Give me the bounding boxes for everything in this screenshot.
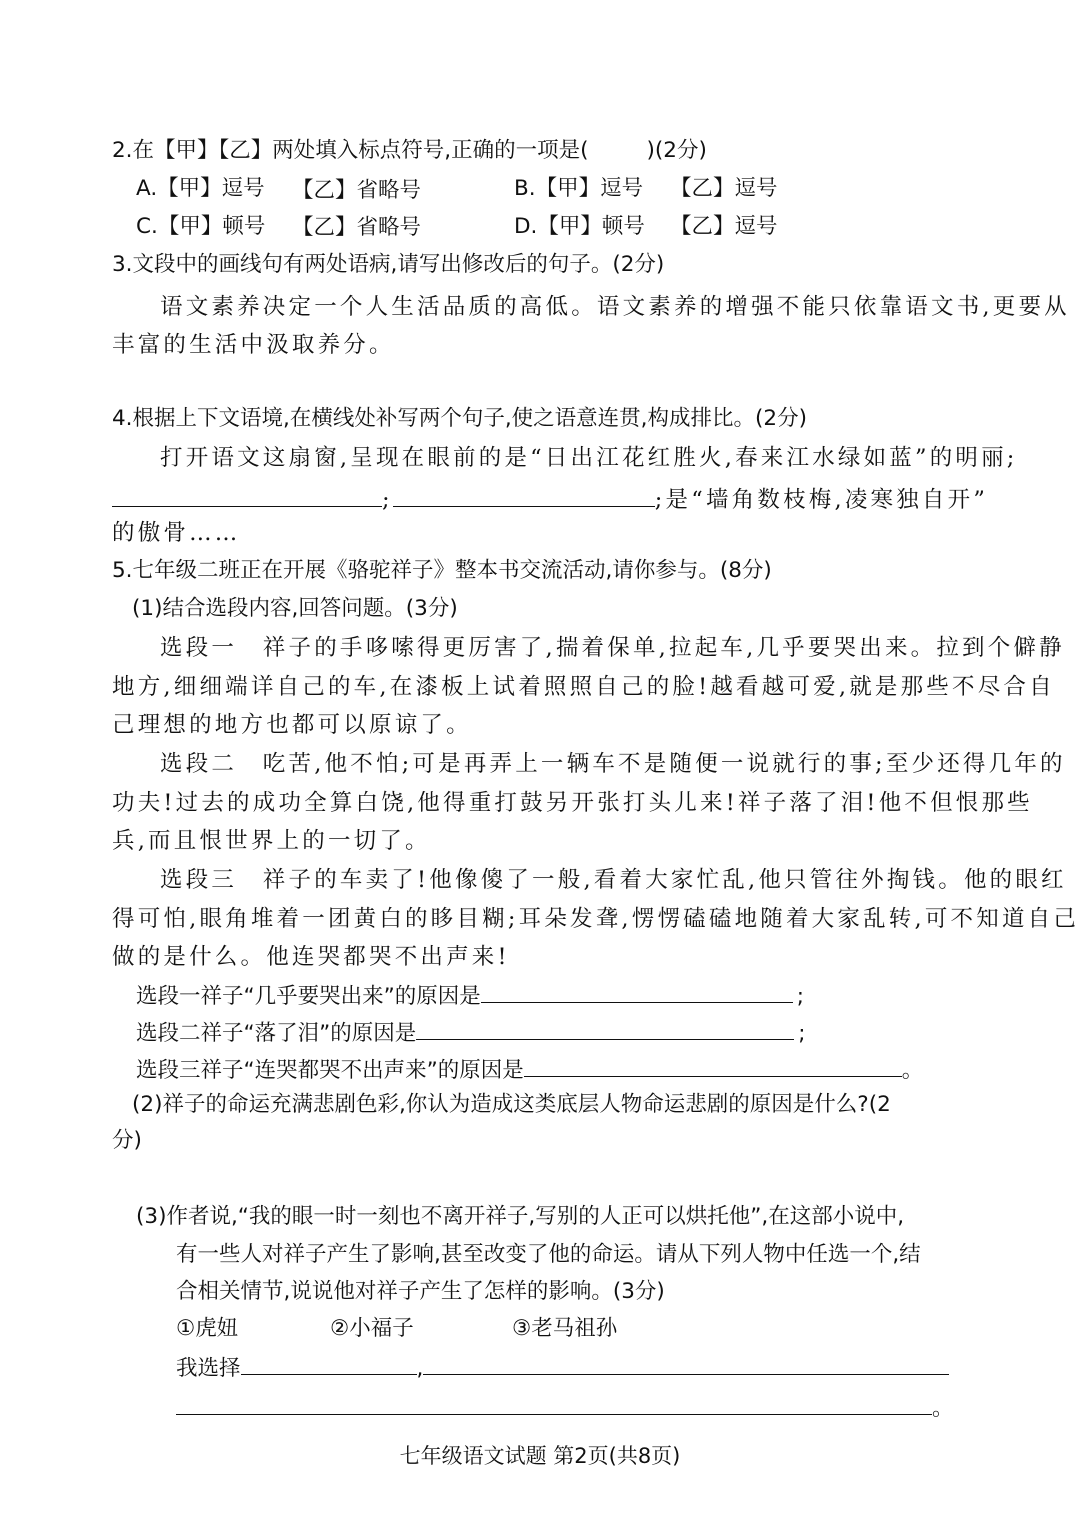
q4-fill-line [112, 484, 988, 515]
q5-answer-line-2 [176, 1392, 954, 1424]
q2-option-d-value: 【乙】逗号 [670, 214, 778, 239]
q5-fill-2-end: ; [798, 1021, 806, 1046]
q5-answer-end: 。 [932, 1396, 954, 1421]
segment-1-line-3: 己理想的地方也都可以原谅了。 [112, 712, 472, 738]
q5-select-line [176, 1352, 949, 1384]
q5-sub2-line-1: (2)祥子的命运充满悲剧色彩,你认为造成这类底层人物命运悲剧的原因是什么?(2 [132, 1092, 891, 1117]
q4-tail-text: ;是“墙角数枝梅,凌寒独自开” [654, 487, 989, 513]
segment-1-line-1: 选段一 祥子的手哆嗦得更厉害了,揣着保单,拉起车,几乎要哭出来。拉到个僻静 [160, 635, 1065, 661]
q4-text-line-1: 打开语文这扇窗,呈现在眼前的是“日出江花红胜火,春来江水绿如蓝”的明丽; [160, 445, 1018, 471]
q5-sub3-line-3: 合相关情节,说说他对祥子产生了怎样的影响。(3分) [176, 1279, 665, 1304]
segment-1-line-2: 地方,细细端详自己的车,在漆板上试着照照自己的脸!越看越可爱,就是那些不尽合自 [112, 674, 1055, 700]
q2-stem-text: 2.在【甲】【乙】两处填入标点符号,正确的一项是( [112, 138, 589, 163]
q5-fill-2-blank[interactable] [416, 1017, 794, 1040]
segment-2-line-3: 兵,而且恨世界上的一切了。 [112, 828, 431, 854]
q2-option-b-value: 【乙】逗号 [670, 176, 778, 201]
q2-option-c-value: 【乙】省略号 [292, 215, 422, 240]
q5-answer-blank-1[interactable] [423, 1352, 949, 1375]
segment-3-line-3: 做的是什么。他连哭都哭不出声来! [112, 944, 510, 970]
q5-fill-3-end: 。 [901, 1058, 924, 1083]
q5-fill-1-end: ; [796, 984, 805, 1009]
q5-fill-2 [136, 1017, 806, 1049]
q5-sub1-stem: (1)结合选段内容,回答问题。(3分) [132, 596, 458, 621]
q5-fill-2-text: 选段二祥子“落了泪”的原因是 [136, 1021, 417, 1046]
q4-separator: ; [382, 487, 393, 513]
q5-choice-1: ①虎妞 [176, 1316, 239, 1341]
q5-choice-2: ②小福子 [330, 1316, 414, 1341]
q4-blank-2[interactable] [393, 484, 655, 507]
q2-stem [112, 136, 707, 166]
q5-select-label: 我选择 [176, 1356, 241, 1381]
q4-text-line-3: 的傲骨…… [112, 520, 241, 546]
q5-fill-1-text: 选段一祥子“几乎要哭出来”的原因是 [136, 984, 481, 1009]
q2-option-d-label: D.【甲】顿号 [514, 214, 645, 239]
q5-fill-3 [136, 1054, 923, 1086]
q5-sub2-line-2: 分) [112, 1128, 142, 1153]
q5-sub3-line-2: 有一些人对祥子产生了影响,甚至改变了他的命运。请从下列人物中任选一个,结 [176, 1242, 921, 1267]
q5-answer-blank-2[interactable] [176, 1392, 932, 1415]
q5-select-blank[interactable] [241, 1352, 417, 1375]
q4-blank-1[interactable] [112, 484, 382, 507]
q3-text-line-1: 语文素养决定一个人生活品质的高低。语文素养的增强不能只依靠语文书,更要从 [160, 294, 1070, 320]
segment-3-line-2: 得可怕,眼角堆着一团黄白的眵目糊;耳朵发聋,愣愣磕磕地随着大家乱转,可不知道自己 [112, 906, 1080, 932]
q2-option-b-label: B.【甲】逗号 [514, 176, 644, 201]
q5-stem: 5.七年级二班正在开展《骆驼祥子》整本书交流活动,请你参与。(8分) [112, 558, 772, 583]
q5-fill-1 [136, 980, 804, 1012]
page-footer: 七年级语文试题 第2页(共8页) [399, 1444, 681, 1468]
segment-2-line-1: 选段二 吃苦,他不怕;可是再弄上一辆车不是随便一说就行的事;至少还得几年的 [160, 751, 1066, 777]
q3-stem: 3.文段中的画线句有两处语病,请写出修改后的句子。(2分) [112, 252, 665, 277]
q5-select-comma: , [416, 1356, 424, 1381]
q2-option-a-value: 【乙】省略号 [292, 178, 422, 203]
segment-2-line-2: 功夫!过去的成功全算白饶,他得重打鼓另开张打头儿来!祥子落了泪!他不但恨那些 [112, 790, 1033, 816]
q3-text-line-2: 丰富的生活中汲取养分。 [112, 332, 395, 358]
q5-fill-3-blank[interactable] [524, 1054, 902, 1077]
q5-fill-3-text: 选段三祥子“连哭都哭不出声来”的原因是 [136, 1058, 524, 1083]
q2-option-a-label: A.【甲】逗号 [136, 176, 265, 201]
segment-3-line-1: 选段三 祥子的车卖了!他像傻了一般,看着大家忙乱,他只管往外掏钱。他的眼红 [160, 867, 1067, 893]
q4-stem: 4.根据上下文语境,在横线处补写两个句子,使之语意连贯,构成排比。(2分) [112, 406, 807, 431]
q5-choice-3: ③老马祖孙 [512, 1316, 618, 1341]
q5-sub3-line-1: (3)作者说,“我的眼一时一刻也不离开祥子,写别的人正可以烘托他”,在这部小说中, [136, 1204, 905, 1229]
q5-fill-1-blank[interactable] [481, 980, 793, 1003]
q2-score: )(2分) [646, 138, 707, 163]
q2-option-c-label: C.【甲】顿号 [136, 214, 266, 239]
